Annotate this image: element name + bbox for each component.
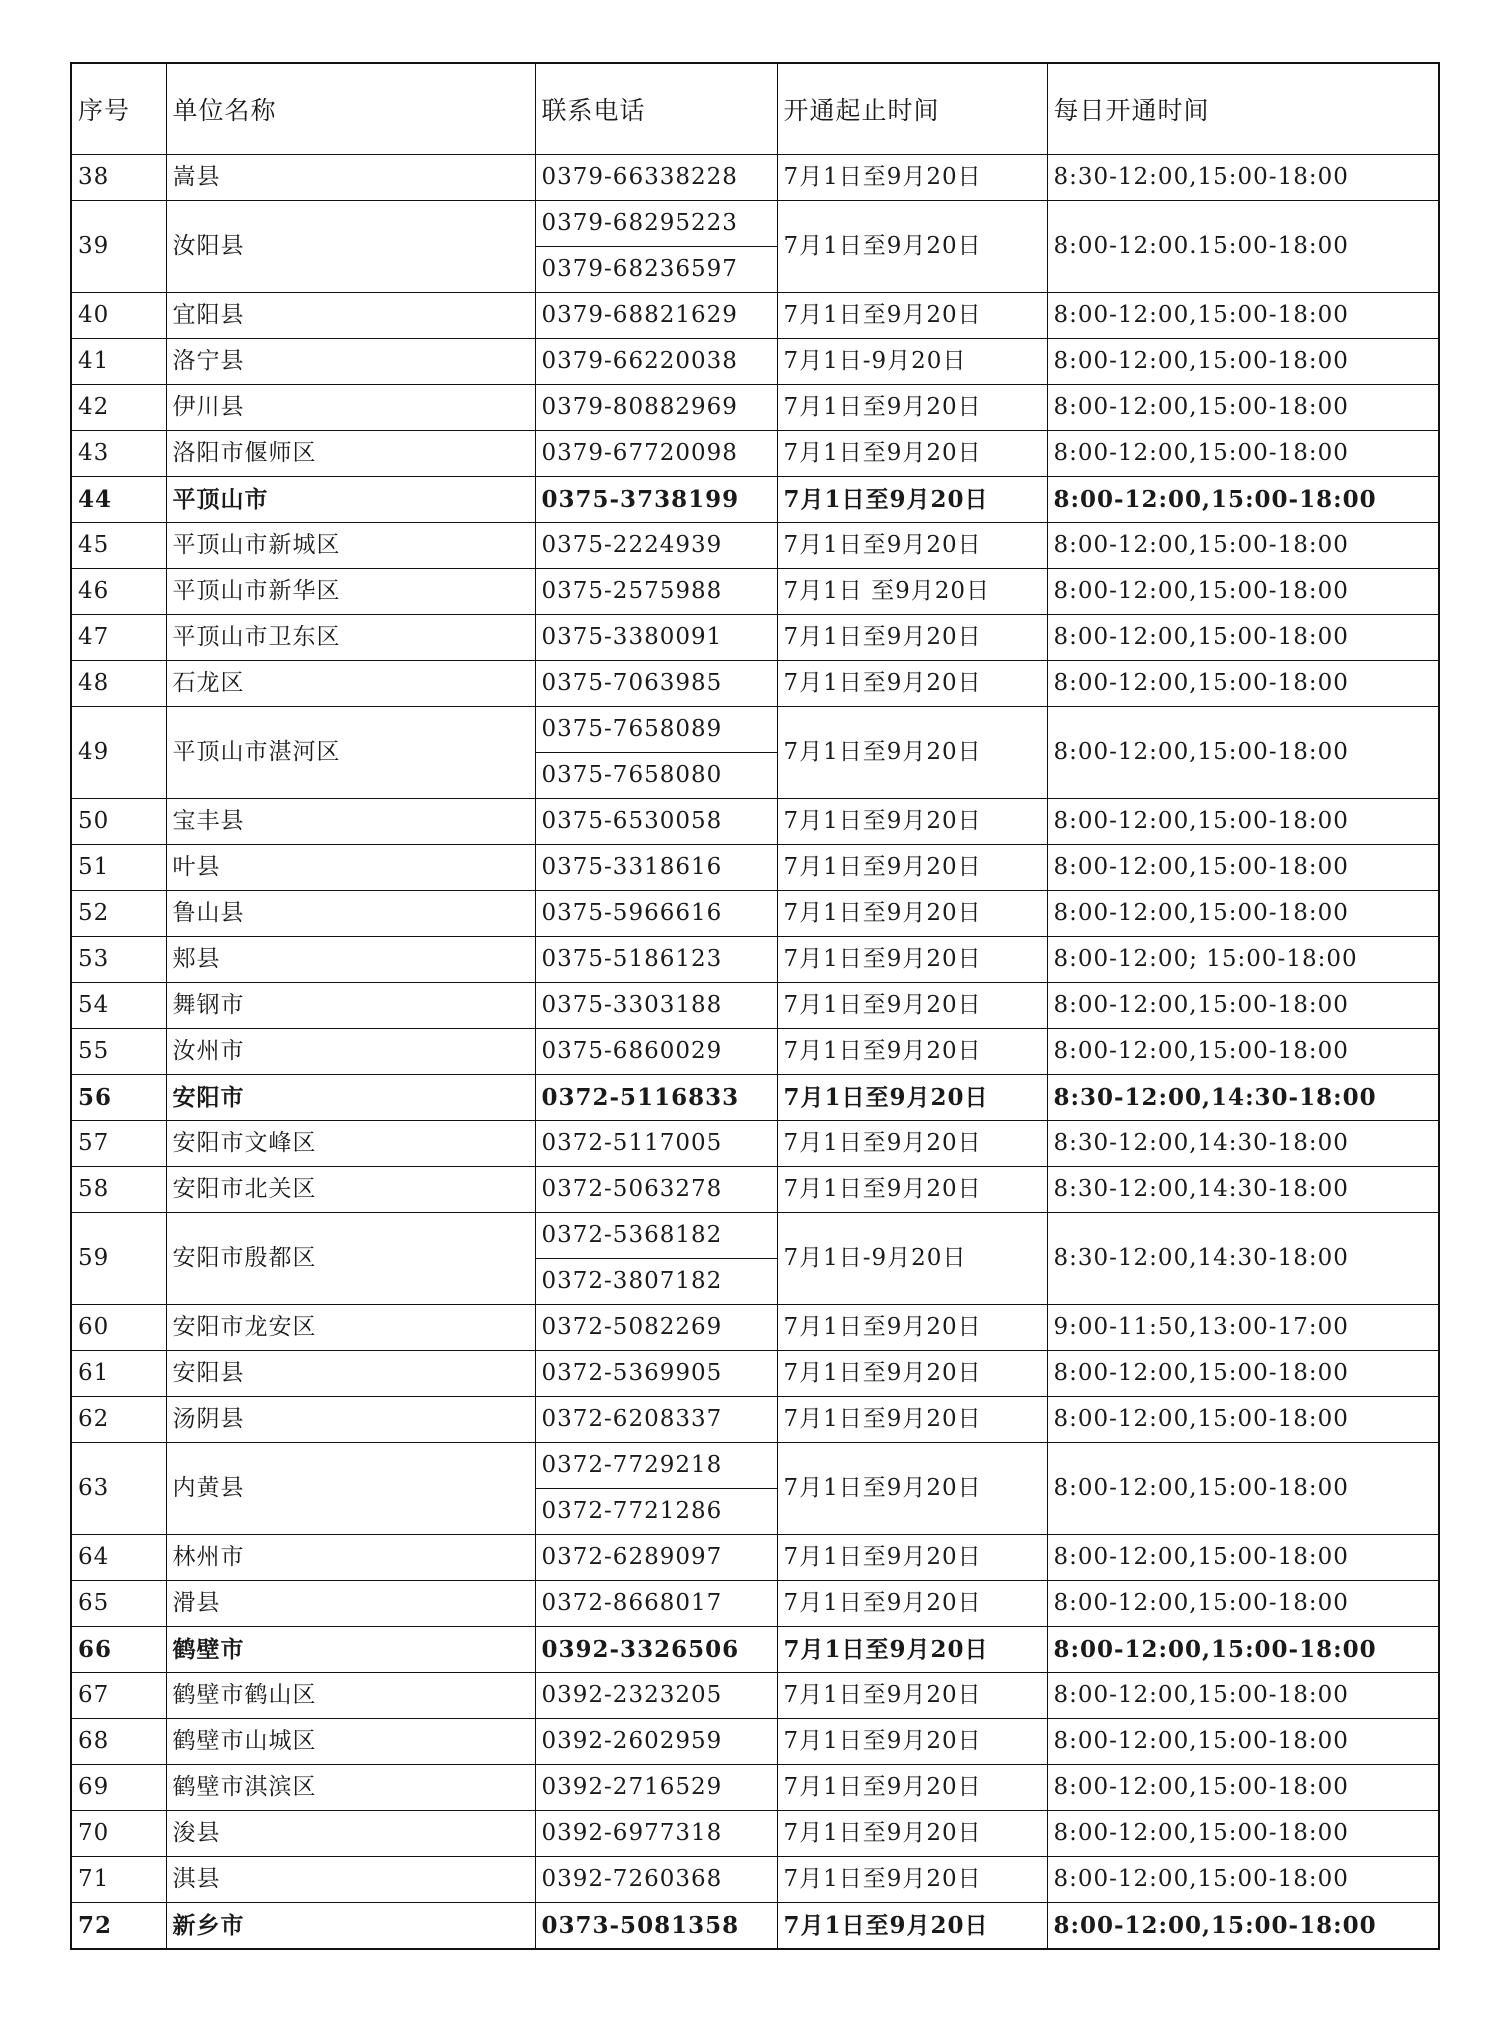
cell-daily-hours: 8:00-12:00,15:00-18:00 — [1047, 1029, 1439, 1075]
cell-no: 66 — [71, 1627, 166, 1673]
table-row — [71, 1397, 1439, 1443]
cell-phone: 0372-8668017 — [535, 1581, 777, 1627]
cell-period: 7月1日至9月20日 — [777, 891, 1047, 937]
cell-no: 44 — [71, 477, 166, 523]
cell-daily-hours: 8:00-12:00,15:00-18:00 — [1047, 431, 1439, 477]
cell-phone: 0372-6289097 — [535, 1535, 777, 1581]
cell-no: 41 — [71, 339, 166, 385]
cell-phone: 0372-6208337 — [535, 1397, 777, 1443]
header-name: 单位名称 — [166, 63, 535, 155]
cell-daily-hours: 8:00-12:00,15:00-18:00 — [1047, 523, 1439, 569]
header-period: 开通起止时间 — [777, 63, 1047, 155]
cell-period: 7月1日至9月20日 — [777, 201, 1047, 293]
cell-phone: 0372-5117005 — [535, 1121, 777, 1167]
table-row — [71, 1673, 1439, 1719]
cell-no: 63 — [71, 1443, 166, 1535]
cell-daily-hours: 8:00-12:00,15:00-18:00 — [1047, 339, 1439, 385]
cell-no: 50 — [71, 799, 166, 845]
cell-no: 46 — [71, 569, 166, 615]
cell-phone: 0392-2716529 — [535, 1765, 777, 1811]
cell-no: 56 — [71, 1075, 166, 1121]
cell-unit-name: 平顶山市新华区 — [166, 569, 535, 615]
cell-period: 7月1日至9月20日 — [777, 385, 1047, 431]
cell-phone: 0375-2224939 — [535, 523, 777, 569]
cell-unit-name: 鹤壁市 — [166, 1627, 535, 1673]
cell-no: 58 — [71, 1167, 166, 1213]
cell-period: 7月1日至9月20日 — [777, 983, 1047, 1029]
cell-period: 7月1日至9月20日 — [777, 799, 1047, 845]
cell-unit-name: 宝丰县 — [166, 799, 535, 845]
cell-daily-hours: 8:00-12:00,15:00-18:00 — [1047, 293, 1439, 339]
cell-daily-hours: 8:00-12:00,15:00-18:00 — [1047, 983, 1439, 1029]
cell-phone: 0392-6977318 — [535, 1811, 777, 1857]
cell-phone: 0392-7260368 — [535, 1857, 777, 1903]
table-row — [71, 661, 1439, 707]
cell-unit-name: 平顶山市 — [166, 477, 535, 523]
cell-phone: 0375-2575988 — [535, 569, 777, 615]
cell-unit-name: 洛宁县 — [166, 339, 535, 385]
cell-period: 7月1日至9月20日 — [777, 1029, 1047, 1075]
cell-phone: 0379-80882969 — [535, 385, 777, 431]
header-phone: 联系电话 — [535, 63, 777, 155]
cell-no: 65 — [71, 1581, 166, 1627]
cell-period: 7月1日至9月20日 — [777, 615, 1047, 661]
cell-no: 71 — [71, 1857, 166, 1903]
cell-period: 7月1日至9月20日 — [777, 1627, 1047, 1673]
cell-period: 7月1日至9月20日 — [777, 937, 1047, 983]
cell-no: 72 — [71, 1903, 166, 1950]
cell-no: 53 — [71, 937, 166, 983]
cell-no: 69 — [71, 1765, 166, 1811]
cell-unit-name: 新乡市 — [166, 1903, 535, 1950]
cell-no: 70 — [71, 1811, 166, 1857]
cell-unit-name: 叶县 — [166, 845, 535, 891]
cell-no: 43 — [71, 431, 166, 477]
cell-daily-hours: 8:00-12:00,15:00-18:00 — [1047, 845, 1439, 891]
cell-daily-hours: 8:00-12:00,15:00-18:00 — [1047, 569, 1439, 615]
cell-period: 7月1日至9月20日 — [777, 477, 1047, 523]
cell-unit-name: 汤阴县 — [166, 1397, 535, 1443]
cell-period: 7月1日至9月20日 — [777, 1443, 1047, 1535]
cell-period: 7月1日至9月20日 — [777, 293, 1047, 339]
table-row — [71, 569, 1439, 615]
cell-phone: 0372-5063278 — [535, 1167, 777, 1213]
cell-period: 7月1日至9月20日 — [777, 1121, 1047, 1167]
cell-period: 7月1日至9月20日 — [777, 1075, 1047, 1121]
cell-phone: 0372-5116833 — [535, 1075, 777, 1121]
cell-daily-hours: 8:00-12:00,15:00-18:00 — [1047, 615, 1439, 661]
cell-phone: 0375-5966616 — [535, 891, 777, 937]
cell-phone: 0375-7658089 — [535, 707, 777, 753]
cell-daily-hours: 8:00-12:00,15:00-18:00 — [1047, 1581, 1439, 1627]
table-row — [71, 1581, 1439, 1627]
cell-daily-hours: 8:30-12:00,14:30-18:00 — [1047, 1213, 1439, 1305]
table-row — [71, 983, 1439, 1029]
cell-daily-hours: 8:30-12:00,14:30-18:00 — [1047, 1121, 1439, 1167]
table-row — [71, 1765, 1439, 1811]
table-row — [71, 707, 1439, 753]
cell-unit-name: 滑县 — [166, 1581, 535, 1627]
cell-period: 7月1日至9月20日 — [777, 1811, 1047, 1857]
cell-unit-name: 安阳市 — [166, 1075, 535, 1121]
cell-no: 57 — [71, 1121, 166, 1167]
cell-no: 42 — [71, 385, 166, 431]
cell-phone: 0375-3738199 — [535, 477, 777, 523]
cell-phone: 0372-3807182 — [535, 1259, 777, 1305]
cell-period: 7月1日至9月20日 — [777, 1397, 1047, 1443]
cell-phone: 0379-66220038 — [535, 339, 777, 385]
cell-phone: 0372-5368182 — [535, 1213, 777, 1259]
cell-daily-hours: 8:00-12:00,15:00-18:00 — [1047, 1535, 1439, 1581]
table-row — [71, 1029, 1439, 1075]
table-row — [71, 1903, 1439, 1950]
cell-daily-hours: 8:00-12:00,15:00-18:00 — [1047, 1627, 1439, 1673]
cell-phone: 0375-7658080 — [535, 753, 777, 799]
cell-daily-hours: 8:00-12:00.15:00-18:00 — [1047, 201, 1439, 293]
cell-unit-name: 鹤壁市山城区 — [166, 1719, 535, 1765]
cell-no: 47 — [71, 615, 166, 661]
table-row — [71, 293, 1439, 339]
cell-unit-name: 平顶山市湛河区 — [166, 707, 535, 799]
table-header — [71, 63, 1439, 155]
cell-daily-hours: 8:00-12:00,15:00-18:00 — [1047, 385, 1439, 431]
cell-phone: 0379-66338228 — [535, 155, 777, 201]
cell-daily-hours: 8:00-12:00; 15:00-18:00 — [1047, 937, 1439, 983]
cell-phone: 0392-2602959 — [535, 1719, 777, 1765]
table-row — [71, 431, 1439, 477]
cell-daily-hours: 8:00-12:00,15:00-18:00 — [1047, 1673, 1439, 1719]
cell-phone: 0372-7721286 — [535, 1489, 777, 1535]
cell-period: 7月1日至9月20日 — [777, 1351, 1047, 1397]
cell-unit-name: 舞钢市 — [166, 983, 535, 1029]
cell-unit-name: 伊川县 — [166, 385, 535, 431]
cell-phone: 0379-68821629 — [535, 293, 777, 339]
cell-no: 54 — [71, 983, 166, 1029]
cell-unit-name: 淇县 — [166, 1857, 535, 1903]
cell-unit-name: 浚县 — [166, 1811, 535, 1857]
cell-period: 7月1日至9月20日 — [777, 845, 1047, 891]
cell-phone: 0375-3303188 — [535, 983, 777, 1029]
cell-no: 51 — [71, 845, 166, 891]
table-row — [71, 339, 1439, 385]
table-row — [71, 845, 1439, 891]
table-row — [71, 1857, 1439, 1903]
cell-phone: 0372-5369905 — [535, 1351, 777, 1397]
cell-daily-hours: 8:30-12:00,14:30-18:00 — [1047, 1167, 1439, 1213]
cell-no: 59 — [71, 1213, 166, 1305]
cell-no: 52 — [71, 891, 166, 937]
cell-period: 7月1日至9月20日 — [777, 1535, 1047, 1581]
cell-daily-hours: 8:30-12:00,14:30-18:00 — [1047, 1075, 1439, 1121]
table-row — [71, 1443, 1439, 1489]
cell-unit-name: 鹤壁市鹤山区 — [166, 1673, 535, 1719]
cell-period: 7月1日至9月20日 — [777, 661, 1047, 707]
cell-daily-hours: 8:00-12:00,15:00-18:00 — [1047, 1811, 1439, 1857]
cell-period: 7月1日至9月20日 — [777, 1581, 1047, 1627]
cell-daily-hours: 8:00-12:00,15:00-18:00 — [1047, 1719, 1439, 1765]
table-row — [71, 1075, 1439, 1121]
cell-daily-hours: 8:00-12:00,15:00-18:00 — [1047, 1443, 1439, 1535]
table-row — [71, 201, 1439, 247]
cell-unit-name: 洛阳市偃师区 — [166, 431, 535, 477]
cell-period: 7月1日至9月20日 — [777, 1673, 1047, 1719]
cell-period: 7月1日至9月20日 — [777, 1305, 1047, 1351]
cell-daily-hours: 8:00-12:00,15:00-18:00 — [1047, 891, 1439, 937]
cell-daily-hours: 8:00-12:00,15:00-18:00 — [1047, 1857, 1439, 1903]
table-row — [71, 937, 1439, 983]
cell-period: 7月1日至9月20日 — [777, 1719, 1047, 1765]
cell-daily-hours: 8:00-12:00,15:00-18:00 — [1047, 799, 1439, 845]
cell-no: 68 — [71, 1719, 166, 1765]
cell-phone: 0379-68236597 — [535, 247, 777, 293]
cell-period: 7月1日 至9月20日 — [777, 569, 1047, 615]
cell-no: 38 — [71, 155, 166, 201]
cell-no: 64 — [71, 1535, 166, 1581]
cell-no: 67 — [71, 1673, 166, 1719]
table-row — [71, 1167, 1439, 1213]
cell-unit-name: 林州市 — [166, 1535, 535, 1581]
cell-daily-hours: 8:00-12:00,15:00-18:00 — [1047, 477, 1439, 523]
table-row — [71, 891, 1439, 937]
cell-no: 61 — [71, 1351, 166, 1397]
cell-unit-name: 汝州市 — [166, 1029, 535, 1075]
cell-phone: 0375-6860029 — [535, 1029, 777, 1075]
cell-daily-hours: 8:00-12:00,15:00-18:00 — [1047, 707, 1439, 799]
cell-unit-name: 安阳市龙安区 — [166, 1305, 535, 1351]
cell-unit-name: 安阳市文峰区 — [166, 1121, 535, 1167]
table-body — [71, 155, 1439, 1950]
hotline-table — [70, 62, 1440, 1950]
cell-unit-name: 鲁山县 — [166, 891, 535, 937]
cell-phone: 0392-3326506 — [535, 1627, 777, 1673]
cell-unit-name: 鹤壁市淇滨区 — [166, 1765, 535, 1811]
cell-phone: 0379-67720098 — [535, 431, 777, 477]
header-daily: 每日开通时间 — [1047, 63, 1439, 155]
cell-unit-name: 内黄县 — [166, 1443, 535, 1535]
cell-phone: 0375-3380091 — [535, 615, 777, 661]
cell-unit-name: 石龙区 — [166, 661, 535, 707]
cell-phone: 0373-5081358 — [535, 1903, 777, 1950]
cell-daily-hours: 8:00-12:00,15:00-18:00 — [1047, 1765, 1439, 1811]
cell-phone: 0392-2323205 — [535, 1673, 777, 1719]
cell-no: 40 — [71, 293, 166, 339]
cell-no: 39 — [71, 201, 166, 293]
cell-phone: 0375-6530058 — [535, 799, 777, 845]
cell-daily-hours: 9:00-11:50,13:00-17:00 — [1047, 1305, 1439, 1351]
table-row — [71, 1627, 1439, 1673]
cell-daily-hours: 8:30-12:00,15:00-18:00 — [1047, 155, 1439, 201]
cell-unit-name: 安阳市殷都区 — [166, 1213, 535, 1305]
table-row — [71, 523, 1439, 569]
cell-unit-name: 汝阳县 — [166, 201, 535, 293]
cell-no: 48 — [71, 661, 166, 707]
table-row — [71, 1351, 1439, 1397]
cell-daily-hours: 8:00-12:00,15:00-18:00 — [1047, 1397, 1439, 1443]
cell-period: 7月1日至9月20日 — [777, 1857, 1047, 1903]
table-row — [71, 1535, 1439, 1581]
cell-period: 7月1日至9月20日 — [777, 1903, 1047, 1950]
cell-period: 7月1日至9月20日 — [777, 707, 1047, 799]
cell-period: 7月1日至9月20日 — [777, 155, 1047, 201]
cell-daily-hours: 8:00-12:00,15:00-18:00 — [1047, 1351, 1439, 1397]
cell-period: 7月1日至9月20日 — [777, 523, 1047, 569]
cell-no: 49 — [71, 707, 166, 799]
cell-phone: 0375-3318616 — [535, 845, 777, 891]
table-row — [71, 1719, 1439, 1765]
cell-phone: 0372-5082269 — [535, 1305, 777, 1351]
cell-no: 62 — [71, 1397, 166, 1443]
cell-no: 60 — [71, 1305, 166, 1351]
cell-no: 45 — [71, 523, 166, 569]
cell-unit-name: 平顶山市卫东区 — [166, 615, 535, 661]
table-row — [71, 1811, 1439, 1857]
header-row — [71, 63, 1439, 155]
cell-daily-hours: 8:00-12:00,15:00-18:00 — [1047, 661, 1439, 707]
table-row — [71, 1213, 1439, 1259]
table-row — [71, 1121, 1439, 1167]
cell-unit-name: 安阳市北关区 — [166, 1167, 535, 1213]
cell-phone: 0379-68295223 — [535, 201, 777, 247]
cell-no: 55 — [71, 1029, 166, 1075]
cell-unit-name: 嵩县 — [166, 155, 535, 201]
header-no: 序号 — [71, 63, 166, 155]
table-row — [71, 385, 1439, 431]
table-row — [71, 799, 1439, 845]
cell-unit-name: 郏县 — [166, 937, 535, 983]
cell-period: 7月1日至9月20日 — [777, 1765, 1047, 1811]
cell-daily-hours: 8:00-12:00,15:00-18:00 — [1047, 1903, 1439, 1950]
cell-period: 7月1日-9月20日 — [777, 339, 1047, 385]
cell-period: 7月1日-9月20日 — [777, 1213, 1047, 1305]
cell-phone: 0372-7729218 — [535, 1443, 777, 1489]
cell-phone: 0375-7063985 — [535, 661, 777, 707]
table-row — [71, 615, 1439, 661]
table-row — [71, 477, 1439, 523]
cell-unit-name: 宜阳县 — [166, 293, 535, 339]
cell-phone: 0375-5186123 — [535, 937, 777, 983]
table-row — [71, 155, 1439, 201]
cell-unit-name: 平顶山市新城区 — [166, 523, 535, 569]
cell-unit-name: 安阳县 — [166, 1351, 535, 1397]
cell-period: 7月1日至9月20日 — [777, 431, 1047, 477]
cell-period: 7月1日至9月20日 — [777, 1167, 1047, 1213]
table-row — [71, 1305, 1439, 1351]
